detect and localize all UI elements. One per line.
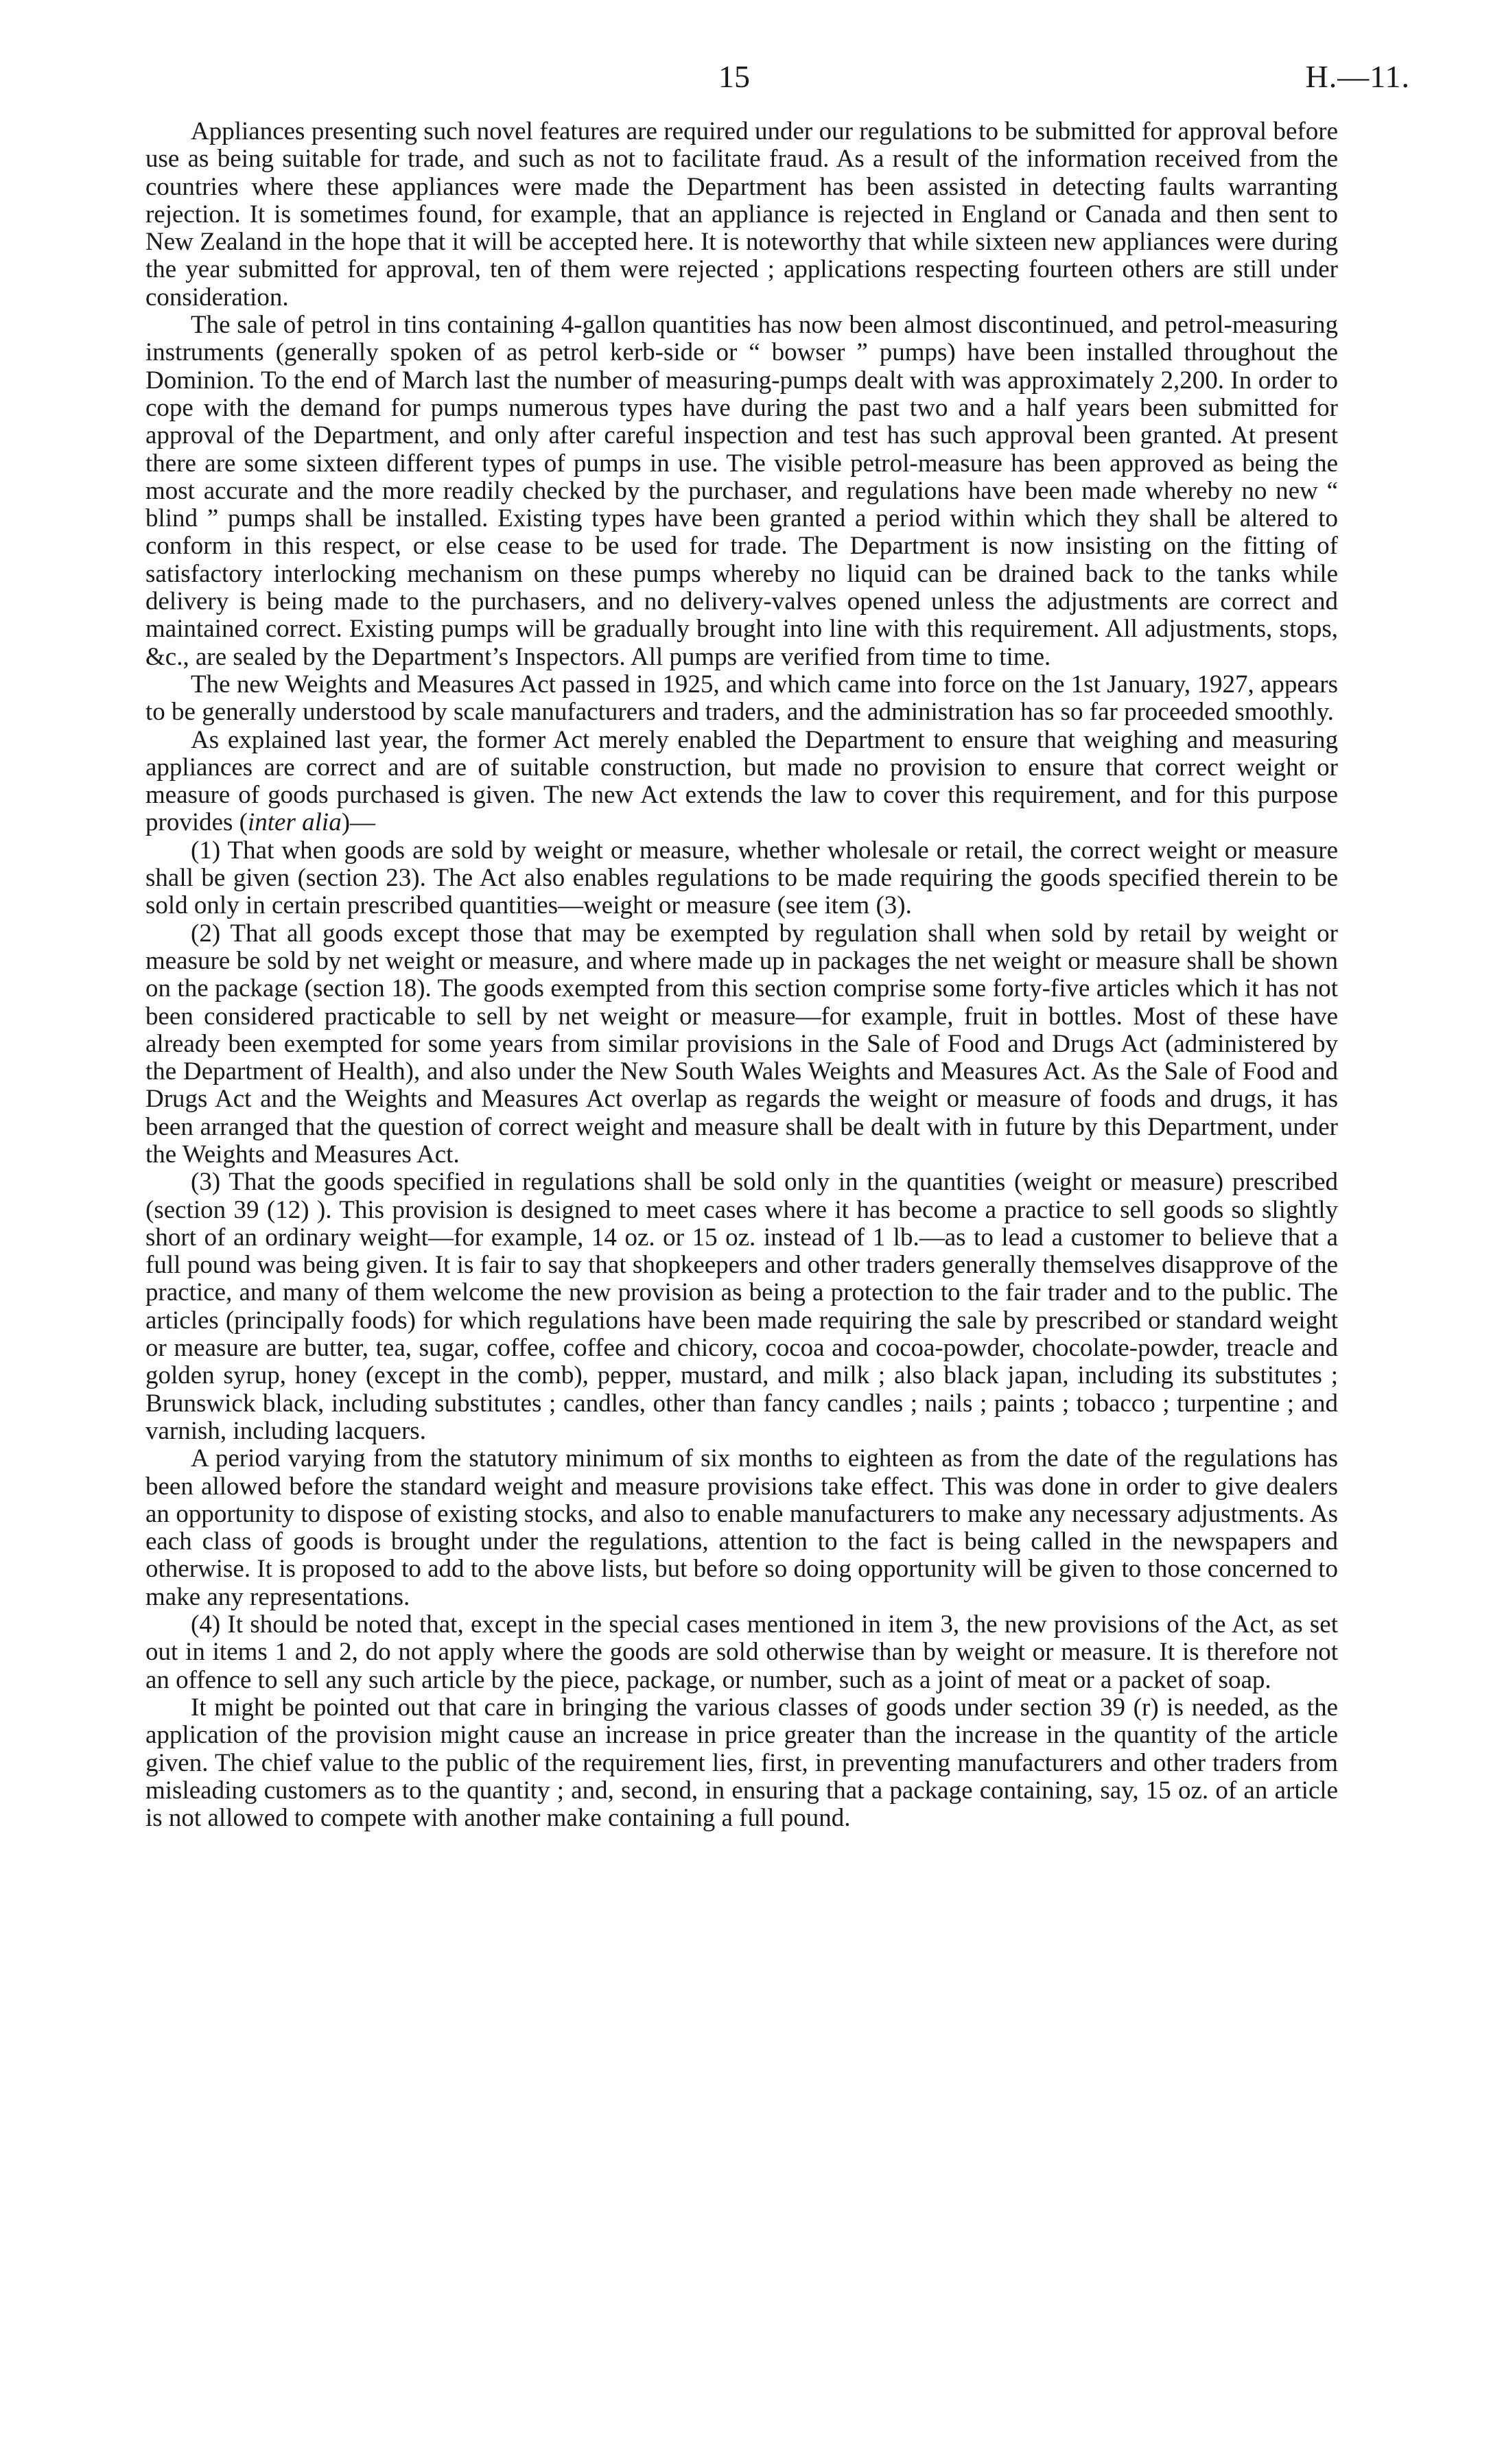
- paragraph-period: A period varying from the statutory minimum of six months to eighteen as from the date of the regulations has been allowed before the standard weight and measure provisions take effect. This was done in order to give dealers an opportunity to dispose of existing stocks, and also to enable manufacturers to make any necessary adjustments. As each class of goods is brought under the regulations, attention to the fact is being called in the newspapers and otherwise. It is proposed to add to the above lists, but before so doing opportunity will be given to those concerned to make any representations.: [145, 1444, 1338, 1611]
- paragraph-item-2: (2) That all goods except those that may be exempted by regulation shall when sold by retail by weight or measure be sold by net weight or measure, and where made up in packages the net weight or measure shall be shown on the package (section 18). The goods exempted from this section comprise some forty-five articles which it has not been considered practicable to sell by net weight or measure—for example, fruit in bottles. Most of these have already been exempted for some years from similar provisions in the Sale of Food and Drugs Act (administered by the Department of Health), and also under the New South Wales Weights and Measures Act. As the Sale of Food and Drugs Act and the Weights and Measures Act overlap as regards the weight or measure of foods and drugs, it has been arranged that the question of correct weight and measure shall be dealt with in future by this Department, under the Weights and Measures Act.: [145, 919, 1338, 1169]
- paragraph-petrol-pumps: The sale of petrol in tins containing 4-gallon quantities has now been almost discontinued, and petrol-measuring instruments (generally spoken of as petrol kerb-side or “ bowser ” pumps) have been installed throughout the Dominion. To the end of March last the number of measuring-pumps dealt with was approximately 2,200. In order to cope with the demand for pumps numerous types have during the past two and a half years been submitted for approval of the Department, and only after careful inspection and test has such approval been granted. At present there are some sixteen different types of pumps in use. The visible petrol-measure has been approved as being the most accurate and the more readily checked by the purchaser, and regulations have been made whereby no new “ blind ” pumps shall be installed. Existing types have been granted a period within which they shall be altered to conform in this respect, or else cease to be used for trade. The Department is now insisting on the fitting of satisfactory interlocking mechanism on these pumps whereby no liquid can be drained back to the tanks while delivery is being made to the purchasers, and no delivery-valves opened unless the adjustments are correct and maintained correct. Existing pumps will be gradually brought into line with this requirement. All adjustments, stops, &c., are sealed by the Department’s Inspectors. All pumps are verified from time to time.: [145, 311, 1338, 671]
- paragraph-former-act: As explained last year, the former Act merely enabled the Department to ensure that weighing and measuring appliances are correct and are of suitable construction, but made no provision to ensure that correct weight or measure of goods purchased is given. The new Act extends the law to cover this requirement, and for this purpose provides (inter alia)—: [145, 725, 1338, 837]
- paragraph-item-1: (1) That when goods are sold by weight or measure, whether wholesale or retail, the correct weight or measure shall be given (section 23). The Act also enables regulations to be made requiring the goods specified therein to be sold only in certain prescribed quantities—weight or measure (see item (3).: [145, 836, 1338, 920]
- document-reference: H.—11.: [1305, 59, 1410, 94]
- paragraph-item-3: (3) That the goods specified in regulations shall be sold only in the quantities (weight or measure) prescribed (section 39 (12) ). This provision is designed to meet cases where it has become a practice to sell goods so slightly short of an ordinary weight—for example, 14 oz. or 15 oz. instead of 1 lb.—as to lead a customer to believe that a full pound was being given. It is fair to say that shopkeepers and other traders generally themselves disapprove of the practice, and many of them welcome the new provision as being a protection to the fair trader and to the public. The articles (principally foods) for which regulations have been made requiring the sale by prescribed or standard weight or measure are butter, tea, sugar, coffee, coffee and chicory, cocoa and cocoa-powder, chocolate-powder, treacle and golden syrup, honey (except in the comb), pepper, mustard, and milk ; also black japan, including its substitutes ; Brunswick black, including substitutes ; candles, other than fancy candles ; nails ; paints ; tobacco ; turpentine ; and varnish, including lacquers.: [145, 1168, 1338, 1445]
- paragraph-appliances: Appliances presenting such novel features are required under our regulations to be submitted for approval before use as being suitable for trade, and such as not to facilitate fraud. As a result of the information received from the countries where these appliances were made the Department has been assisted in detecting faults warranting rejection. It is sometimes found, for example, that an appliance is rejected in England or Canada and then sent to New Zealand in the hope that it will be accepted here. It is noteworthy that while sixteen new appliances were during the year submitted for approval, ten of them were rejected ; applications respecting fourteen others are still under consideration.: [145, 117, 1338, 312]
- paragraph-item-4: (4) It should be noted that, except in the special cases mentioned in item 3, the new provisions of the Act, as set out in items 1 and 2, do not apply where the goods are sold otherwise than by weight or measure. It is therefore not an offence to sell any such article by the piece, package, or number, such as a joint of meat or a packet of soap.: [145, 1610, 1338, 1694]
- paragraph-new-act: The new Weights and Measures Act passed in 1925, and which came into force on the 1st January, 1927, appears to be generally understood by scale manufacturers and traders, and the administration has so far proceeded smoothly.: [145, 670, 1338, 727]
- body-text: [145, 118, 1338, 1832]
- page-number: 15: [718, 59, 750, 94]
- paragraph-section-39: It might be pointed out that care in bringing the various classes of goods under section 39 (r) is needed, as the application of the provision might cause an increase in price greater than the increase in the quantity of the article given. The chief value to the public of the requirement lies, first, in preventing manufacturers and other traders from misleading customers as to the quantity ; and, second, in ensuring that a package containing, say, 15 oz. of an article is not allowed to compete with another make containing a full pound.: [145, 1693, 1338, 1833]
